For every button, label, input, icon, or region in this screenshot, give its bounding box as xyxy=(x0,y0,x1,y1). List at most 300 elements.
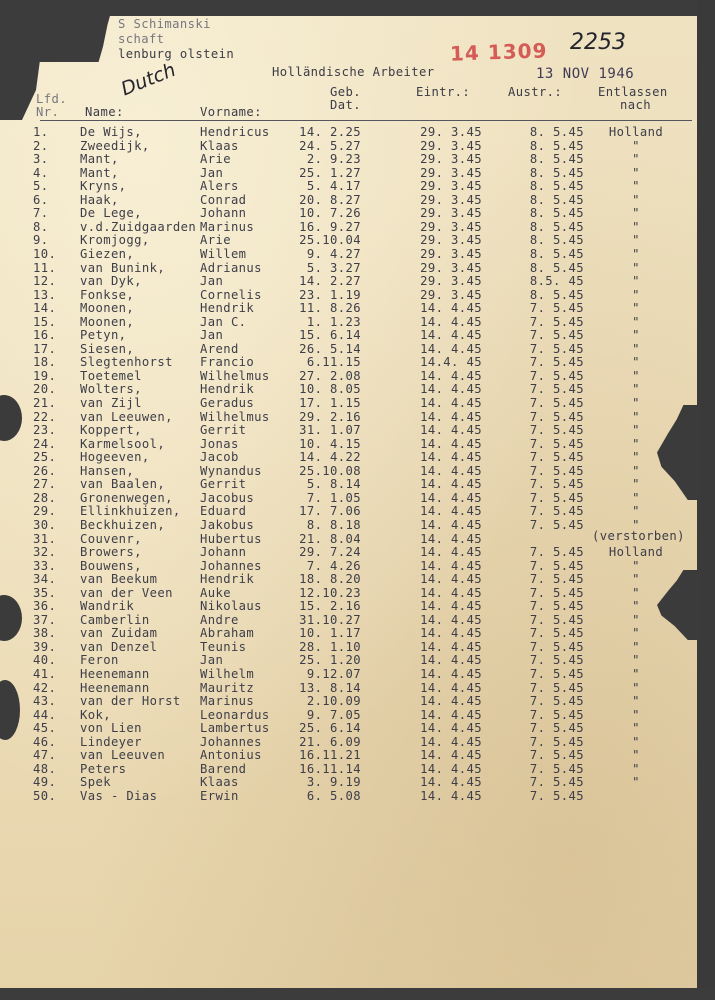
entry-date: 29. 3.45 xyxy=(420,260,482,275)
exit-date: 7. 5.45 xyxy=(529,585,584,600)
released-to: " xyxy=(632,585,640,600)
table-row xyxy=(0,140,715,153)
surname: Giezen, xyxy=(80,246,135,261)
entry-date: 14. 4.45 xyxy=(420,450,482,465)
entry-date: 14. 4.45 xyxy=(420,626,482,641)
birth-date: 1. 1.23 xyxy=(306,314,361,329)
birth-date: 25. 6.14 xyxy=(299,721,361,736)
first-name: Jan C. xyxy=(200,314,247,329)
table-row xyxy=(0,275,715,288)
first-name: Arend xyxy=(200,341,239,356)
header-vorname: Vorname: xyxy=(200,105,262,119)
entry-date: 29. 3.45 xyxy=(420,138,482,153)
exit-date: 7. 5.45 xyxy=(529,341,584,356)
table-row xyxy=(0,654,715,667)
exit-date: 7. 5.45 xyxy=(529,396,584,410)
row-number: 29. xyxy=(33,504,57,519)
table-row xyxy=(0,492,715,505)
released-to: " xyxy=(632,639,640,654)
header-geb: Geb. xyxy=(330,85,361,99)
surname: Siesen, xyxy=(80,341,135,356)
exit-date: 7. 5.45 xyxy=(529,301,584,316)
surname: van Dyk, xyxy=(80,274,142,289)
first-name: Arie xyxy=(200,152,231,167)
surname: Couvenr, xyxy=(80,531,142,546)
surname: Lindeyer xyxy=(80,734,142,749)
exit-date: 7. 5.45 xyxy=(529,450,584,465)
exit-date: 7. 5.45 xyxy=(529,680,584,695)
table-row xyxy=(0,167,715,180)
surname: Mant, xyxy=(80,152,119,167)
first-name: Gerrit xyxy=(200,477,247,492)
first-name: Jonas xyxy=(200,436,239,451)
table-row xyxy=(0,695,715,708)
table-row xyxy=(0,736,715,749)
surname: van Leeuwen, xyxy=(80,409,173,424)
table-row xyxy=(0,722,715,735)
row-number: 33. xyxy=(33,558,57,573)
first-name: Abraham xyxy=(200,626,255,641)
entry-date: 29. 3.45 xyxy=(420,219,482,234)
entry-date: 14. 4.45 xyxy=(420,599,482,614)
exit-date: 7. 5.45 xyxy=(529,775,584,790)
surname: Spek xyxy=(80,775,111,790)
entry-date: 14. 4.45 xyxy=(420,545,482,560)
first-name: Barend xyxy=(200,761,247,776)
surname: Peters xyxy=(80,761,127,776)
header-eintr: Eintr.: xyxy=(416,85,471,99)
surname: Feron xyxy=(80,653,119,668)
entry-date: 14. 4.45 xyxy=(420,409,482,424)
released-to: " xyxy=(632,314,640,329)
row-number: 4. xyxy=(33,165,49,180)
row-number: 9. xyxy=(33,233,49,248)
first-name: Lambertus xyxy=(200,721,270,736)
released-to: " xyxy=(632,246,640,261)
table-row xyxy=(0,709,715,722)
birth-date: 26. 5.14 xyxy=(299,341,361,356)
birth-date: 13. 8.14 xyxy=(299,680,361,695)
entry-date: 14. 4.45 xyxy=(420,463,482,478)
birth-date: 21. 6.09 xyxy=(299,734,361,749)
entry-date: 14. 4.45 xyxy=(420,734,482,749)
row-number: 7. xyxy=(33,206,49,221)
released-to: " xyxy=(632,558,640,573)
row-number: 39. xyxy=(33,639,57,654)
released-to: " xyxy=(632,274,640,289)
table-row xyxy=(0,397,715,410)
row-number: 42. xyxy=(33,680,57,695)
birth-date: 14. 2.25 xyxy=(299,125,361,139)
row-number: 44. xyxy=(33,707,57,722)
row-number: 21. xyxy=(33,396,57,410)
released-to: " xyxy=(632,192,640,207)
birth-date: 25.10.04 xyxy=(299,233,361,248)
birth-date: 23. 1.19 xyxy=(299,287,361,302)
entry-date: 14. 4.45 xyxy=(420,301,482,316)
row-number: 16. xyxy=(33,328,57,343)
first-name: Arie xyxy=(200,233,231,248)
surname: Browers, xyxy=(80,545,142,560)
row-number: 22. xyxy=(33,409,57,424)
entry-date: 14. 4.45 xyxy=(420,436,482,451)
document-title: Holländische Arbeiter xyxy=(272,65,435,79)
exit-date: 7. 5.45 xyxy=(529,694,584,709)
exit-date: 7. 5.45 xyxy=(529,368,584,383)
row-number: 36. xyxy=(33,599,57,614)
released-to: " xyxy=(632,761,640,776)
first-name: Auke xyxy=(200,585,231,600)
first-name: Jan xyxy=(200,165,224,180)
table-row xyxy=(0,465,715,478)
entry-date: 14. 4.45 xyxy=(420,585,482,600)
table-row xyxy=(0,749,715,762)
released-to: " xyxy=(632,355,640,370)
first-name: Antonius xyxy=(200,748,262,763)
exit-date: 7. 5.45 xyxy=(529,490,584,505)
first-name: Teunis xyxy=(200,639,247,654)
surname: Karmelsool, xyxy=(80,436,166,451)
birth-date: 5. 3.27 xyxy=(306,260,361,275)
birth-date: 7. 4.26 xyxy=(306,558,361,573)
birth-date: 15. 6.14 xyxy=(299,328,361,343)
exit-date: 7. 5.45 xyxy=(529,734,584,749)
surname: van Zijl xyxy=(80,396,142,410)
surname: v.d.Zuidgaarden xyxy=(80,219,197,234)
exit-date: 7. 5.45 xyxy=(529,707,584,722)
row-number: 50. xyxy=(33,788,57,803)
exit-date: 7. 5.45 xyxy=(529,721,584,736)
table-row xyxy=(0,411,715,424)
table-row xyxy=(0,316,715,329)
row-number: 47. xyxy=(33,748,57,763)
exit-date: 8. 5.45 xyxy=(529,260,584,275)
row-number: 14. xyxy=(33,301,57,316)
table-row xyxy=(0,546,715,559)
birth-date: 31.10.27 xyxy=(299,612,361,627)
surname: Kok, xyxy=(80,707,111,722)
table-row xyxy=(0,668,715,681)
row-number: 23. xyxy=(33,423,57,438)
surname: De Wijs, xyxy=(80,125,142,139)
exit-date: 8. 5.45 xyxy=(529,287,584,302)
header-dat: Dat. xyxy=(330,98,361,112)
exit-date: 7. 5.45 xyxy=(529,572,584,587)
birth-date: 17. 1.15 xyxy=(299,396,361,410)
header-rule xyxy=(40,120,692,121)
released-to: " xyxy=(632,436,640,451)
birth-date: 29. 2.16 xyxy=(299,409,361,424)
surname: Koppert, xyxy=(80,423,142,438)
row-number: 18. xyxy=(33,355,57,370)
birth-date: 10. 7.26 xyxy=(299,206,361,221)
table-row xyxy=(0,262,715,275)
surname: Ellinkhuizen, xyxy=(80,504,181,519)
surname: Fonkse, xyxy=(80,287,135,302)
birth-date: 11. 8.26 xyxy=(299,301,361,316)
first-name: Adrianus xyxy=(200,260,262,275)
exit-date: 7. 5.45 xyxy=(529,653,584,668)
released-to: " xyxy=(632,490,640,505)
released-to: " xyxy=(632,599,640,614)
row-number: 1. xyxy=(33,125,49,139)
letterhead-line-2: schaft xyxy=(118,32,165,46)
birth-date: 10. 1.17 xyxy=(299,626,361,641)
surname: van Bunink, xyxy=(80,260,166,275)
birth-date: 9.12.07 xyxy=(306,667,361,681)
exit-date: 8. 5.45 xyxy=(529,246,584,261)
entry-date: 14. 4.45 xyxy=(420,396,482,410)
entry-date: 29. 3.45 xyxy=(420,192,482,207)
released-to: " xyxy=(632,504,640,519)
first-name: Jan xyxy=(200,328,224,343)
row-number: 6. xyxy=(33,192,49,207)
entry-date: 29. 3.45 xyxy=(420,125,482,139)
released-to: " xyxy=(632,287,640,302)
first-name: Johann xyxy=(200,206,247,221)
exit-date: 7. 5.45 xyxy=(529,748,584,763)
entry-date: 14. 4.45 xyxy=(420,477,482,492)
entry-date: 14. 4.45 xyxy=(420,314,482,329)
birth-date: 16.11.14 xyxy=(299,761,361,776)
exit-date: 7. 5.45 xyxy=(529,382,584,397)
surname: Toetemel xyxy=(80,368,142,383)
first-name: Wilhelm xyxy=(200,667,255,681)
table-row xyxy=(0,221,715,234)
exit-date: 7. 5.45 xyxy=(529,626,584,641)
entry-date: 14. 4.45 xyxy=(420,328,482,343)
first-name: Johannes xyxy=(200,558,262,573)
first-name: Eduard xyxy=(200,504,247,519)
surname: Kromjogg, xyxy=(80,233,150,248)
header-name: Name: xyxy=(85,105,124,119)
row-number: 3. xyxy=(33,152,49,167)
row-number: 25. xyxy=(33,450,57,465)
first-name: Johann xyxy=(200,545,247,560)
header-entlassen: Entlassen xyxy=(598,85,668,99)
released-to: " xyxy=(632,165,640,180)
released-to: " xyxy=(632,138,640,153)
exit-date: 8. 5.45 xyxy=(529,165,584,180)
table-row xyxy=(0,248,715,261)
row-number: 15. xyxy=(33,314,57,329)
date-stamp-text: 13 NOV 1946 xyxy=(536,66,635,82)
first-name: Wilhelmus xyxy=(200,368,270,383)
table-row xyxy=(0,126,715,139)
table-row xyxy=(0,641,715,654)
table-row xyxy=(0,573,715,586)
surname: Mant, xyxy=(80,165,119,180)
table-row xyxy=(0,533,715,546)
exit-date: 7. 5.45 xyxy=(529,517,584,532)
entry-date: 14. 4.45 xyxy=(420,707,482,722)
row-number: 48. xyxy=(33,761,57,776)
first-name: Mauritz xyxy=(200,680,255,695)
released-to: " xyxy=(632,572,640,587)
first-name: Wynandus xyxy=(200,463,262,478)
exit-date: 7. 5.45 xyxy=(529,599,584,614)
surname: Gronenwegen, xyxy=(80,490,173,505)
entry-date: 14. 4.45 xyxy=(420,572,482,587)
released-to: " xyxy=(632,152,640,167)
exit-date: 7. 5.45 xyxy=(529,463,584,478)
entry-date: 14. 4.45 xyxy=(420,761,482,776)
entry-date: 14. 4.45 xyxy=(420,653,482,668)
entry-date: 14. 4.45 xyxy=(420,612,482,627)
birth-date: 9. 7.05 xyxy=(306,707,361,722)
row-number: 26. xyxy=(33,463,57,478)
first-name: Conrad xyxy=(200,192,247,207)
entry-date: 14. 4.45 xyxy=(420,788,482,803)
table-row xyxy=(0,438,715,451)
exit-date: 8. 5.45 xyxy=(529,125,584,139)
table-row xyxy=(0,383,715,396)
table-row xyxy=(0,763,715,776)
exit-date: 8. 5.45 xyxy=(529,192,584,207)
first-name: Johannes xyxy=(200,734,262,749)
first-name: Jacobus xyxy=(200,490,255,505)
surname: Hansen, xyxy=(80,463,135,478)
released-to: " xyxy=(632,477,640,492)
surname: Slegtenhorst xyxy=(80,355,173,370)
exit-date: 8. 5.45 xyxy=(529,206,584,221)
released-to: " xyxy=(632,694,640,709)
row-number: 49. xyxy=(33,775,57,790)
exit-date: 7. 5.45 xyxy=(529,545,584,560)
surname: Hogeeven, xyxy=(80,450,150,465)
released-to: " xyxy=(632,260,640,275)
exit-date: 7. 5.45 xyxy=(529,761,584,776)
handwritten-note: Dutch xyxy=(118,58,179,101)
released-to: " xyxy=(632,368,640,383)
birth-date: 21. 8.04 xyxy=(299,531,361,546)
surname: Camberlin xyxy=(80,612,150,627)
row-number: 38. xyxy=(33,626,57,641)
birth-date: 6. 5.08 xyxy=(306,788,361,803)
surname: De Lege, xyxy=(80,206,142,221)
exit-date: 8. 5.45 xyxy=(529,152,584,167)
entry-date: 14. 4.45 xyxy=(420,517,482,532)
table-row xyxy=(0,587,715,600)
entry-date: 29. 3.45 xyxy=(420,206,482,221)
exit-date: 8. 5.45 xyxy=(529,179,584,194)
exit-date: 7. 5.45 xyxy=(529,314,584,329)
released-to: " xyxy=(632,423,640,438)
released-to: " xyxy=(632,219,640,234)
entry-date: 14. 4.45 xyxy=(420,558,482,573)
entry-date: 14. 4.45 xyxy=(420,694,482,709)
table-row xyxy=(0,234,715,247)
row-number: 28. xyxy=(33,490,57,505)
exit-date: 8. 5.45 xyxy=(529,233,584,248)
entry-date: 14. 4.45 xyxy=(420,775,482,790)
row-number: 5. xyxy=(33,179,49,194)
row-number: 37. xyxy=(33,612,57,627)
surname: van Baalen, xyxy=(80,477,166,492)
row-number: 30. xyxy=(33,517,57,532)
birth-date: 2. 9.23 xyxy=(306,152,361,167)
table-row xyxy=(0,600,715,613)
birth-date: 9. 4.27 xyxy=(306,246,361,261)
released-to: " xyxy=(632,382,640,397)
first-name: Leonardus xyxy=(200,707,270,722)
entry-date: 29. 3.45 xyxy=(420,165,482,180)
entry-date: 14. 4.45 xyxy=(420,504,482,519)
birth-date: 31. 1.07 xyxy=(299,423,361,438)
birth-date: 10. 4.15 xyxy=(299,436,361,451)
first-name: Hendrik xyxy=(200,301,255,316)
row-number: 17. xyxy=(33,341,57,356)
exit-date: 7. 5.45 xyxy=(529,423,584,438)
birth-date: 2.10.09 xyxy=(306,694,361,709)
first-name: Jan xyxy=(200,653,224,668)
released-to: " xyxy=(632,341,640,356)
exit-date: 7. 5.45 xyxy=(529,409,584,424)
surname: van Beekum xyxy=(80,572,158,587)
first-name: Alers xyxy=(200,179,239,194)
released-to: " xyxy=(632,206,640,221)
torn-corner xyxy=(0,0,112,62)
birth-date: 3. 9.19 xyxy=(306,775,361,790)
surname: Vas - Dias xyxy=(80,788,158,803)
entry-date: 14. 4.45 xyxy=(420,721,482,736)
entry-date: 14. 4.45 xyxy=(420,748,482,763)
released-to: Holland xyxy=(608,125,664,139)
released-to: " xyxy=(632,626,640,641)
surname: Wandrik xyxy=(80,599,135,614)
surname: Beckhuizen, xyxy=(80,517,166,532)
first-name: Jacob xyxy=(200,450,239,465)
released-to: " xyxy=(632,233,640,248)
table-row xyxy=(0,302,715,315)
exit-date: 7. 5.45 xyxy=(529,328,584,343)
released-to: " xyxy=(632,734,640,749)
entry-date: 14. 4.45 xyxy=(420,639,482,654)
entry-date: 29. 3.45 xyxy=(420,179,482,194)
row-number: 27. xyxy=(33,477,57,492)
surname: Bouwens, xyxy=(80,558,142,573)
exit-date: 8.5. 45 xyxy=(529,274,584,289)
entry-date: 14.4. 45 xyxy=(420,355,482,370)
handwritten-number: 2253 xyxy=(570,30,626,55)
surname: Moonen, xyxy=(80,301,135,316)
birth-date: 10. 8.05 xyxy=(299,382,361,397)
released-to: " xyxy=(632,179,640,194)
surname: Kryns, xyxy=(80,179,127,194)
row-number: 20. xyxy=(33,382,57,397)
row-number: 10. xyxy=(33,246,57,261)
entry-date: 29. 3.45 xyxy=(420,233,482,248)
row-number: 8. xyxy=(33,219,49,234)
birth-date: 14. 2.27 xyxy=(299,274,361,289)
row-number: 11. xyxy=(33,260,57,275)
first-name: Marinus xyxy=(200,219,255,234)
red-stamp-number: 14 1309 xyxy=(449,38,548,66)
surname: Wolters, xyxy=(80,382,142,397)
birth-date: 7. 1.05 xyxy=(306,490,361,505)
header-lfd: Lfd. xyxy=(36,92,67,106)
first-name: Andre xyxy=(200,612,239,627)
exit-date: 7. 5.45 xyxy=(529,612,584,627)
first-name: Hendrik xyxy=(200,572,255,587)
surname: Petyn, xyxy=(80,328,127,343)
table-row xyxy=(0,370,715,383)
surname: van der Horst xyxy=(80,694,181,709)
released-to: " xyxy=(632,301,640,316)
first-name: Willem xyxy=(200,246,247,261)
exit-date: 7. 5.45 xyxy=(529,639,584,654)
released-to: " xyxy=(632,707,640,722)
